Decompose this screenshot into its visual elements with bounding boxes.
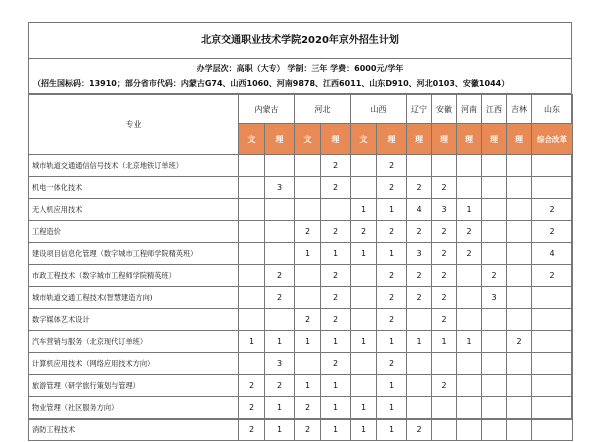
quota-cell: 1	[321, 331, 351, 353]
province-header: 辽宁	[407, 95, 432, 124]
quota-cell: 1	[295, 331, 321, 353]
quota-cell	[532, 353, 573, 375]
table-row	[29, 397, 573, 419]
quota-cell: 2	[432, 221, 457, 243]
quota-cell	[482, 199, 507, 221]
quota-cell: 2	[265, 265, 295, 287]
quota-cell	[482, 419, 507, 441]
info-line-codes: （招生国标码：13910；部分省市代码：内蒙古G74、山西1060、河南9878、江西6011、山东D910、河北0103、安徽1044）	[33, 79, 510, 88]
quota-cell	[351, 309, 377, 331]
quota-cell: 1	[457, 331, 482, 353]
quota-cell: 1	[321, 375, 351, 397]
quota-cell: 1	[351, 331, 377, 353]
quota-cell: 2	[507, 331, 532, 353]
quota-cell	[295, 287, 321, 309]
quota-cell: 2	[432, 375, 457, 397]
quota-cell: 3	[482, 287, 507, 309]
quota-cell: 1	[351, 199, 377, 221]
quota-cell	[239, 199, 265, 221]
major-name: 物业管理（社区服务方向）	[29, 397, 239, 419]
quota-cell: 1	[321, 419, 351, 441]
quota-cell	[457, 287, 482, 309]
quota-cell: 1	[265, 331, 295, 353]
quota-cell	[265, 221, 295, 243]
quota-cell	[351, 375, 377, 397]
quota-cell: 1	[295, 243, 321, 265]
province-header: 山东	[532, 95, 573, 124]
quota-cell	[295, 353, 321, 375]
plan-table	[28, 94, 573, 441]
quota-cell: 2	[239, 419, 265, 441]
quota-cell: 2	[321, 221, 351, 243]
quota-cell: 2	[295, 221, 321, 243]
quota-cell	[507, 199, 532, 221]
quota-cell: 1	[351, 419, 377, 441]
quota-cell	[482, 177, 507, 199]
quota-cell	[457, 397, 482, 419]
quota-cell: 2	[377, 221, 407, 243]
quota-cell: 1	[295, 375, 321, 397]
quota-cell: 2	[321, 177, 351, 199]
quota-cell: 4	[532, 243, 573, 265]
quota-cell: 1	[265, 397, 295, 419]
quota-cell: 2	[457, 221, 482, 243]
quota-cell: 2	[532, 265, 573, 287]
quota-cell: 3	[265, 353, 295, 375]
info-line-study: 办学层次：高职（大专） 学制：三年 学费：6000元/学年	[196, 64, 404, 73]
quota-cell	[507, 177, 532, 199]
quota-cell: 1	[321, 397, 351, 419]
quota-cell	[239, 309, 265, 331]
quota-cell: 2	[432, 287, 457, 309]
subject-header: 综合改革	[532, 124, 573, 155]
table-row	[29, 419, 573, 441]
quota-cell	[482, 309, 507, 331]
quota-cell	[295, 155, 321, 177]
major-header: 专业	[29, 95, 239, 155]
quota-cell: 2	[482, 265, 507, 287]
quota-cell	[532, 375, 573, 397]
quota-cell: 1	[377, 419, 407, 441]
quota-cell: 2	[407, 419, 432, 441]
quota-cell	[351, 265, 377, 287]
quota-cell: 2	[377, 353, 407, 375]
quota-cell: 2	[377, 177, 407, 199]
quota-cell: 1	[377, 199, 407, 221]
major-name: 消防工程技术	[29, 419, 239, 441]
quota-cell: 2	[457, 243, 482, 265]
quota-cell: 2	[295, 419, 321, 441]
quota-cell: 3	[407, 243, 432, 265]
quota-cell	[507, 397, 532, 419]
province-header: 山西	[351, 95, 407, 124]
quota-cell	[239, 353, 265, 375]
quota-cell: 2	[321, 309, 351, 331]
major-name: 建设项目信息化管理（数字城市工程师学院精英班）	[29, 243, 239, 265]
quota-cell	[532, 155, 573, 177]
quota-cell	[482, 331, 507, 353]
subject-header: 理	[265, 124, 295, 155]
quota-cell	[532, 287, 573, 309]
major-name: 计算机应用技术（网络应用技术方向）	[29, 353, 239, 375]
major-name: 旅游管理（研学旅行策划与管理）	[29, 375, 239, 397]
quota-cell: 2	[351, 221, 377, 243]
quota-cell	[432, 397, 457, 419]
quota-cell: 1	[432, 331, 457, 353]
quota-cell: 2	[377, 287, 407, 309]
quota-cell	[482, 243, 507, 265]
table-row	[29, 265, 573, 287]
quota-cell	[407, 309, 432, 331]
table-row	[29, 287, 573, 309]
quota-cell	[265, 243, 295, 265]
quota-cell	[507, 309, 532, 331]
quota-cell	[457, 375, 482, 397]
quota-cell	[351, 177, 377, 199]
quota-cell	[265, 155, 295, 177]
quota-cell: 1	[265, 419, 295, 441]
quota-cell	[482, 155, 507, 177]
quota-cell	[432, 353, 457, 375]
quota-cell: 1	[377, 397, 407, 419]
quota-cell: 2	[295, 397, 321, 419]
quota-cell: 1	[351, 243, 377, 265]
quota-cell: 2	[321, 353, 351, 375]
quota-cell	[457, 177, 482, 199]
subject-header: 理	[482, 124, 507, 155]
quota-cell	[507, 353, 532, 375]
quota-cell	[482, 397, 507, 419]
quota-cell	[239, 177, 265, 199]
subject-header: 文	[239, 124, 265, 155]
quota-cell	[295, 177, 321, 199]
quota-cell: 2	[239, 375, 265, 397]
quota-cell	[239, 221, 265, 243]
quota-cell: 2	[265, 287, 295, 309]
quota-cell: 2	[377, 309, 407, 331]
quota-cell	[432, 155, 457, 177]
quota-cell: 2	[321, 287, 351, 309]
quota-cell	[295, 199, 321, 221]
quota-cell	[351, 155, 377, 177]
quota-cell	[265, 309, 295, 331]
quota-cell: 1	[457, 199, 482, 221]
quota-cell: 4	[407, 199, 432, 221]
quota-cell	[482, 221, 507, 243]
major-name: 无人机应用技术	[29, 199, 239, 221]
quota-cell: 2	[265, 375, 295, 397]
quota-cell	[407, 375, 432, 397]
quota-cell: 2	[407, 177, 432, 199]
quota-cell: 2	[321, 265, 351, 287]
quota-cell	[407, 397, 432, 419]
subject-header: 文	[351, 124, 377, 155]
quota-cell: 1	[377, 331, 407, 353]
quota-cell	[239, 265, 265, 287]
major-name: 工程造价	[29, 221, 239, 243]
quota-cell	[507, 221, 532, 243]
province-header: 内蒙古	[239, 95, 295, 124]
quota-cell	[265, 199, 295, 221]
info-block	[29, 59, 571, 94]
quota-cell: 1	[377, 243, 407, 265]
province-header: 河北	[295, 95, 351, 124]
quota-cell: 2	[532, 199, 573, 221]
table-row	[29, 331, 573, 353]
quota-cell	[507, 155, 532, 177]
quota-cell	[532, 177, 573, 199]
table-row	[29, 177, 573, 199]
subject-header: 理	[377, 124, 407, 155]
table-row	[29, 375, 573, 397]
province-header: 江西	[482, 95, 507, 124]
table-row	[29, 309, 573, 331]
quota-cell: 1	[377, 375, 407, 397]
major-name: 数字媒体艺术设计	[29, 309, 239, 331]
quota-cell: 3	[265, 177, 295, 199]
quota-cell	[507, 243, 532, 265]
quota-cell: 2	[239, 397, 265, 419]
quota-cell: 2	[432, 177, 457, 199]
quota-cell	[457, 353, 482, 375]
major-name: 城市轨道交通工程技术(智慧建造方向)	[29, 287, 239, 309]
subject-header: 理	[507, 124, 532, 155]
subject-header: 理	[407, 124, 432, 155]
table-row	[29, 221, 573, 243]
province-header: 吉林	[507, 95, 532, 124]
major-name: 汽车营销与服务（北京现代订单班）	[29, 331, 239, 353]
quota-cell	[482, 353, 507, 375]
quota-cell: 2	[532, 221, 573, 243]
quota-cell	[239, 287, 265, 309]
quota-cell: 2	[432, 243, 457, 265]
quota-cell	[507, 287, 532, 309]
quota-cell: 2	[321, 155, 351, 177]
subject-header: 理	[457, 124, 482, 155]
table-row	[29, 243, 573, 265]
quota-cell: 1	[351, 397, 377, 419]
quota-cell	[507, 375, 532, 397]
subject-header: 理	[321, 124, 351, 155]
quota-cell	[457, 155, 482, 177]
quota-cell	[532, 309, 573, 331]
quota-cell	[457, 309, 482, 331]
province-header: 河南	[457, 95, 482, 124]
quota-cell	[507, 419, 532, 441]
subject-header: 理	[432, 124, 457, 155]
quota-cell: 3	[432, 199, 457, 221]
quota-cell	[432, 419, 457, 441]
quota-cell: 2	[407, 221, 432, 243]
quota-cell	[351, 287, 377, 309]
quota-cell	[532, 397, 573, 419]
major-name: 城市轨道交通通信信号技术（北京地铁订单班）	[29, 155, 239, 177]
major-name: 机电一体化技术	[29, 177, 239, 199]
quota-cell	[457, 419, 482, 441]
quota-cell: 2	[407, 287, 432, 309]
major-name: 市政工程技术（数字城市工程师学院精英班）	[29, 265, 239, 287]
quota-cell	[321, 199, 351, 221]
quota-cell	[351, 353, 377, 375]
subject-header: 文	[295, 124, 321, 155]
enrollment-plan-sheet	[28, 22, 572, 434]
quota-cell: 2	[407, 265, 432, 287]
quota-cell: 2	[377, 155, 407, 177]
table-row	[29, 199, 573, 221]
quota-cell: 1	[407, 331, 432, 353]
quota-cell	[295, 265, 321, 287]
quota-cell: 2	[432, 265, 457, 287]
quota-cell	[532, 419, 573, 441]
quota-cell: 2	[432, 309, 457, 331]
quota-cell	[507, 265, 532, 287]
quota-cell: 2	[295, 309, 321, 331]
quota-cell	[532, 331, 573, 353]
document-title: 北京交通职业技术学院2020年京外招生计划	[29, 23, 571, 59]
table-row	[29, 155, 573, 177]
quota-cell	[407, 353, 432, 375]
province-header: 安徽	[432, 95, 457, 124]
table-row	[29, 353, 573, 375]
quota-cell	[482, 375, 507, 397]
quota-cell: 2	[377, 265, 407, 287]
quota-cell: 1	[321, 243, 351, 265]
quota-cell: 1	[239, 331, 265, 353]
quota-cell	[239, 243, 265, 265]
quota-cell	[239, 155, 265, 177]
quota-cell	[457, 265, 482, 287]
quota-cell	[407, 155, 432, 177]
